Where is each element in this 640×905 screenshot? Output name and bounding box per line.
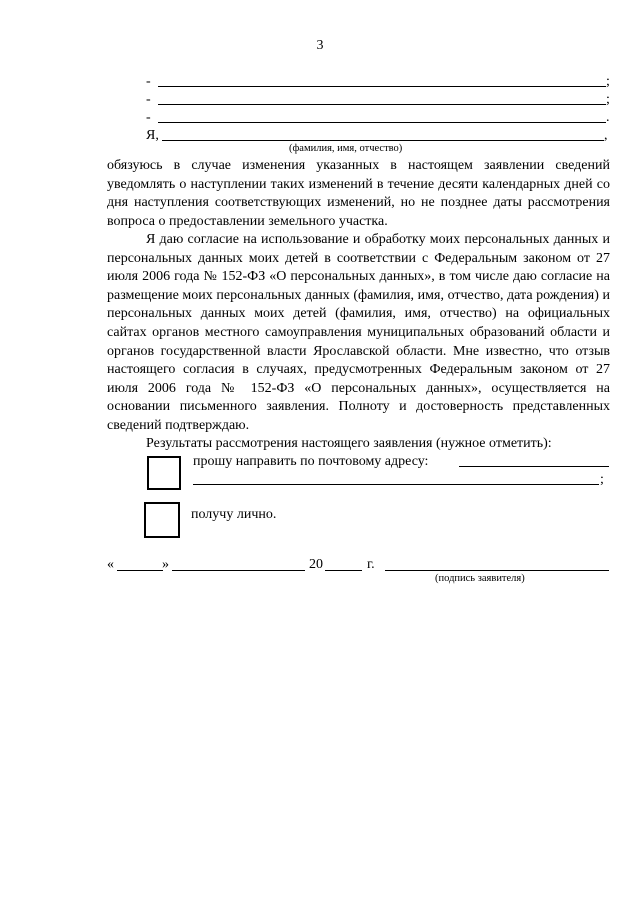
address-line-1[interactable] (459, 466, 609, 467)
date-day-line[interactable] (117, 570, 163, 571)
signature-line[interactable] (385, 570, 609, 571)
option-mail-label: прошу направить по почтовому адресу: (193, 454, 429, 469)
date-year-line[interactable] (325, 570, 362, 571)
date-year-prefix: 20 (309, 557, 323, 572)
blank-line-2[interactable]: - ; (146, 92, 610, 107)
paragraph-obligation: обязуюсь в случае изменения указанных в настоящем заявлении сведений уведомлять о наступлении таких изменений в течение десяти календарных дней со дня наступления соответствующих изменений, но не позднее даты рассмотрения вопроса о предоставлении земельного участка. (107, 158, 610, 229)
page-number: 3 (316, 38, 324, 53)
paragraph-consent: Я даю согласие на использование и обработку моих персональных данных и персональных данных моих детей в соответствии с Федеральным законом от 27 июля 2006 года № 152-ФЗ «О персональных данных», в том числе даю согласие на размещение моих персональных данных (фамилия, имя, отчество, дата рождения) и персональных данных моих детей (фамилия, имя, отчество) на официальных сайтах органов местного самоуправления муниципальных образований области и органов государственной власти Ярославской области. Мне известно, что отзыв настоящего согласия в случаях, предусмотренных Федеральным законом от 27 июля 2006 года № 152-ФЗ «О персональных данных», осуществляется на основании письменного заявления. Полноту и достоверность представленных сведений подтверждаю. (107, 232, 610, 433)
date-year-suffix: г. (367, 557, 375, 572)
name-caption: (фамилия, имя, отчество) (289, 143, 403, 154)
checkbox-mail[interactable] (147, 456, 181, 490)
address-line-end: ; (600, 472, 604, 487)
option-in-person-label: получу лично. (191, 507, 277, 522)
address-line-2[interactable] (193, 484, 599, 485)
date-open-quote: « (107, 557, 114, 572)
date-month-line[interactable] (172, 570, 305, 571)
date-close-quote: » (162, 557, 169, 572)
blank-line-3[interactable]: - . (146, 110, 610, 125)
blank-line-1[interactable]: - ; (146, 74, 610, 89)
signature-caption: (подпись заявителя) (435, 573, 525, 584)
applicant-name-line[interactable]: Я, , (146, 128, 608, 143)
checkbox-in-person[interactable] (144, 502, 180, 538)
results-heading: Результаты рассмотрения настоящего заявления (нужное отметить): (146, 436, 552, 451)
